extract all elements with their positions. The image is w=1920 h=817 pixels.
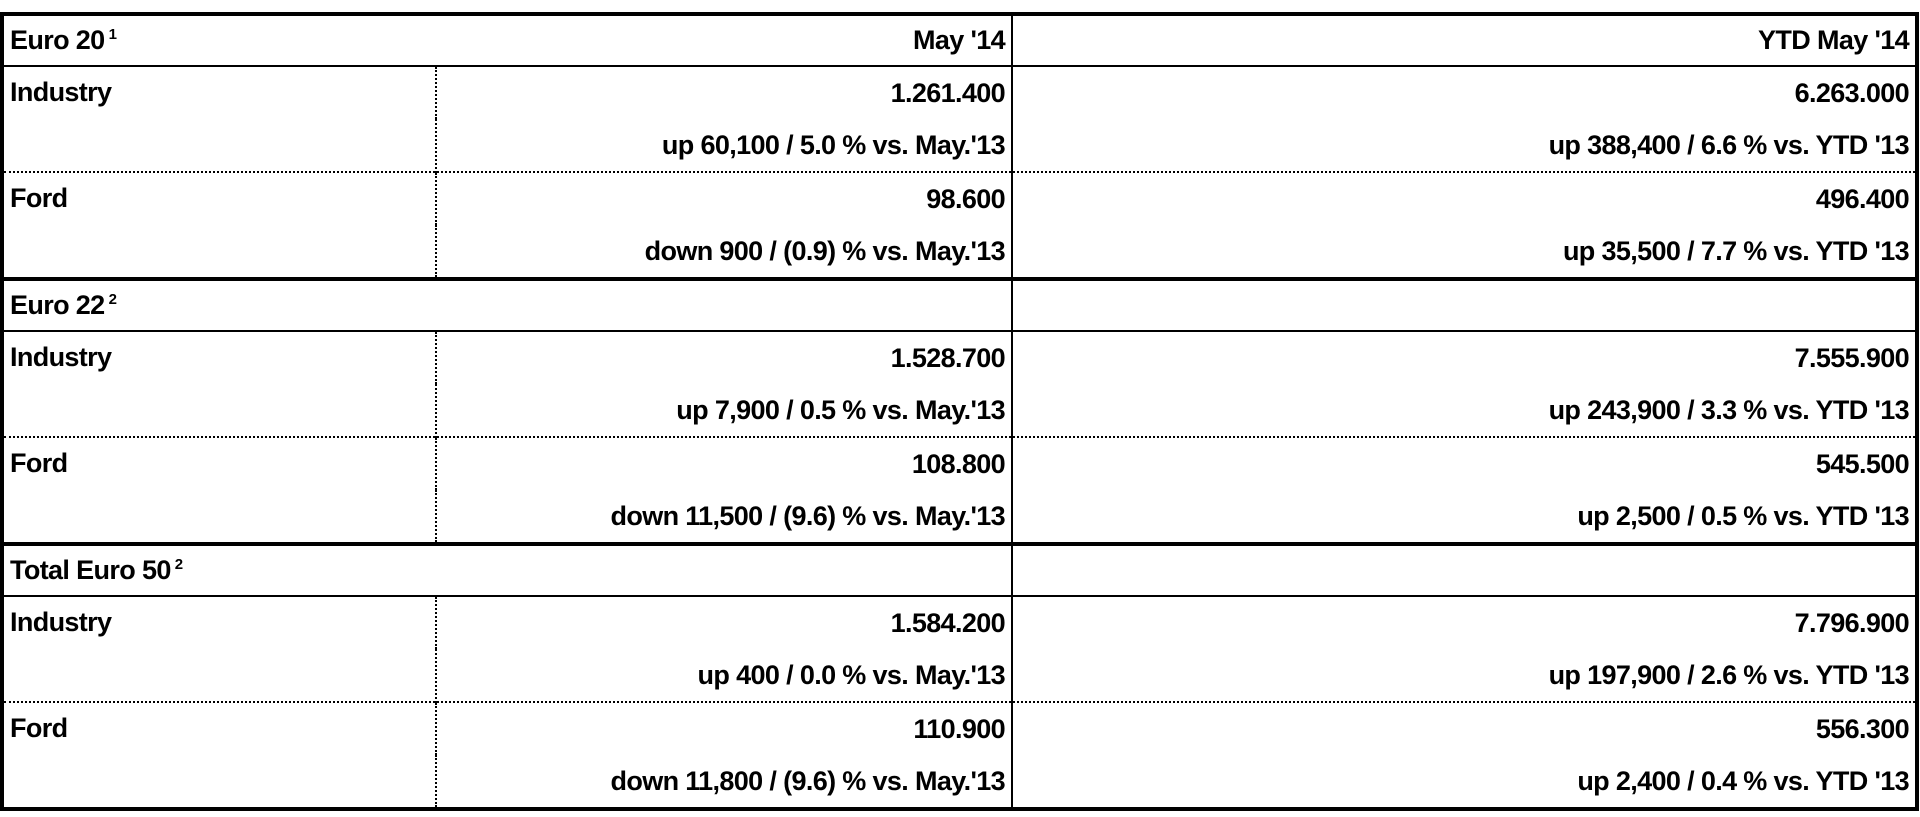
table-row: [2, 172, 1917, 225]
row-label: Ford: [2, 702, 436, 809]
footnote-marker: 1: [108, 26, 117, 43]
month-change: up 400 / 0.0 % vs. May.'13: [436, 649, 1012, 702]
sales-table-body: [2, 14, 1917, 809]
month-value: 108.800: [436, 437, 1012, 490]
ytd-value: 7.796.900: [1794, 607, 1909, 638]
ytd-value: 556.300: [1815, 713, 1909, 744]
month-change: up 7,900 / 0.5 % vs. May.'13: [436, 384, 1012, 437]
ytd-change: up 2,500 / 0.5 % vs. YTD '13: [1577, 500, 1909, 531]
column-header-ytd: YTD May '14: [1758, 25, 1909, 55]
ytd-value: 545.500: [1815, 448, 1909, 479]
month-change: down 900 / (0.9) % vs. May.'13: [436, 225, 1012, 279]
section-header-total-euro-50: [2, 544, 1917, 596]
month-change: up 60,100 / 5.0 % vs. May.'13: [436, 119, 1012, 172]
table-row: [2, 66, 1917, 119]
row-label: Ford: [2, 437, 436, 544]
section-title-cell: [2, 14, 436, 66]
section-header-euro-20: [2, 14, 1917, 66]
table-row: [2, 702, 1917, 755]
ytd-change: up 2,400 / 0.4 % vs. YTD '13: [1577, 765, 1909, 796]
section-title-cell: [2, 544, 436, 596]
footnote-marker: 2: [108, 291, 117, 308]
ytd-value: 6.263.000: [1794, 77, 1909, 108]
month-value: 110.900: [436, 702, 1012, 755]
column-header-month: May '14: [436, 14, 1012, 66]
column-header-ytd: [1012, 279, 1917, 331]
month-value: 1.261.400: [436, 66, 1012, 119]
row-label: Ford: [2, 172, 436, 279]
table-row: [2, 437, 1917, 490]
ytd-value: 496.400: [1815, 183, 1909, 214]
table-row: [2, 596, 1917, 649]
section-title-cell: [2, 279, 436, 331]
table-row: [2, 331, 1917, 384]
month-change: down 11,800 / (9.6) % vs. May.'13: [436, 755, 1012, 809]
section-title: Euro 22: [10, 290, 105, 320]
section-title: Euro 20: [10, 25, 105, 55]
column-header-ytd: [1012, 544, 1917, 596]
section-header-euro-22: [2, 279, 1917, 331]
sales-table-container: [0, 12, 1919, 811]
ytd-change: up 35,500 / 7.7 % vs. YTD '13: [1562, 235, 1909, 266]
column-header-month: [436, 544, 1012, 596]
month-value: 1.584.200: [436, 596, 1012, 649]
column-header-month: [436, 279, 1012, 331]
month-change: down 11,500 / (9.6) % vs. May.'13: [436, 490, 1012, 544]
ytd-value: 7.555.900: [1794, 342, 1909, 373]
ytd-change: up 243,900 / 3.3 % vs. YTD '13: [1548, 394, 1909, 425]
month-value: 98.600: [436, 172, 1012, 225]
section-title: Total Euro 50: [10, 555, 171, 585]
row-label: Industry: [2, 596, 436, 702]
sales-table: [0, 12, 1919, 811]
row-label: Industry: [2, 66, 436, 172]
row-label: Industry: [2, 331, 436, 437]
ytd-change: up 197,900 / 2.6 % vs. YTD '13: [1548, 659, 1909, 690]
ytd-change: up 388,400 / 6.6 % vs. YTD '13: [1548, 129, 1909, 160]
month-value: 1.528.700: [436, 331, 1012, 384]
footnote-marker: 2: [174, 556, 183, 573]
